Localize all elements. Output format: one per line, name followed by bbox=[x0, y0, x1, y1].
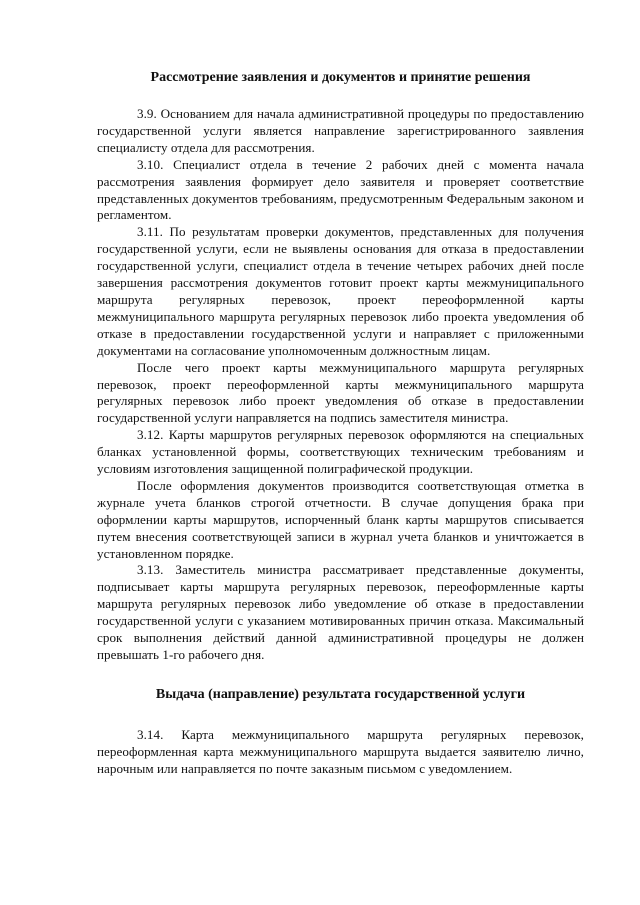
paragraph-3-12-continued: После оформления документов производится соответствующая отметка в журнале учета бланков строгой отчетности. В случае допущения брака при оформлении карты маршрутов, испорченный бланк карты маршрутов списывается путем внесения соответствующей записи в журнал учета бланков и уничтожается в установленном порядке. bbox=[97, 477, 584, 561]
paragraph-3-13: 3.13. Заместитель министра рассматривает представленные документы, подписывает карты маршрута регулярных перевозок, переоформленные карты маршрута регулярных перевозок либо уведомление об отказе в предоставлении государственной услуги с указанием мотивированных причин отказа. Максимальный срок выполнения действий данной административной процедуры не должен превышать 1-го рабочего дня. bbox=[97, 562, 584, 662]
section-heading-issuance: Выдача (направление) результата государственной услуги bbox=[155, 686, 526, 702]
paragraph-3-9: 3.9. Основанием для начала административной процедуры по предоставлению государственной услуги является направление зарегистрированного заявления специалисту отдела для рассмотрения. bbox=[97, 106, 584, 155]
section-heading-review: Рассмотрение заявления и документов и принятие решения bbox=[150, 70, 531, 85]
paragraph-3-12: 3.12. Карты маршрутов регулярных перевозок оформляются на специальных бланках установленной формы, соответствующих техническим требованиям и условиям изготовления защищенной полиграфической продукции. bbox=[97, 427, 584, 477]
paragraph-3-14: 3.14. Карта межмуниципального маршрута регулярных перевозок, переоформленная карта межмуниципального маршрута выдается заявителю лично, нарочным или направляется по почте заказным письмом с уведомлением. bbox=[97, 726, 584, 776]
paragraph-3-11-continued: После чего проект карты межмуниципального маршрута регулярных перевозок, проект переоформленной карты межмуниципального маршрута регулярных перевозок либо проект уведомления об отказе в предоставлении государственной услуги направляется на подпись заместителя министра. bbox=[97, 359, 584, 426]
paragraph-3-11: 3.11. По результатам проверки документов, представленных для получения государственной услуги, если не выявлены основания для отказа в предоставлении государственной услуги, специалист отдела в течение четырех рабочих дней после завершения рассмотрения документов готовит проект карты межмуниципального маршрута регулярных перевозок, проект переоформленной карты межмуниципального маршрута регулярных перевозок либо проекта уведомления об отказе в предоставлении государственной услуги и направляет с приложенными документами на согласование уполномоченным должностным лицам. bbox=[97, 224, 584, 358]
paragraph-3-10: 3.10. Специалист отдела в течение 2 рабочих дней с момента начала рассмотрения заявления формирует дело заявителя и проверяет соответствие представленных документов требованиям, предусмотренным Федеральным законом и регламентом. bbox=[97, 156, 584, 223]
page-content bbox=[97, 60, 584, 880]
